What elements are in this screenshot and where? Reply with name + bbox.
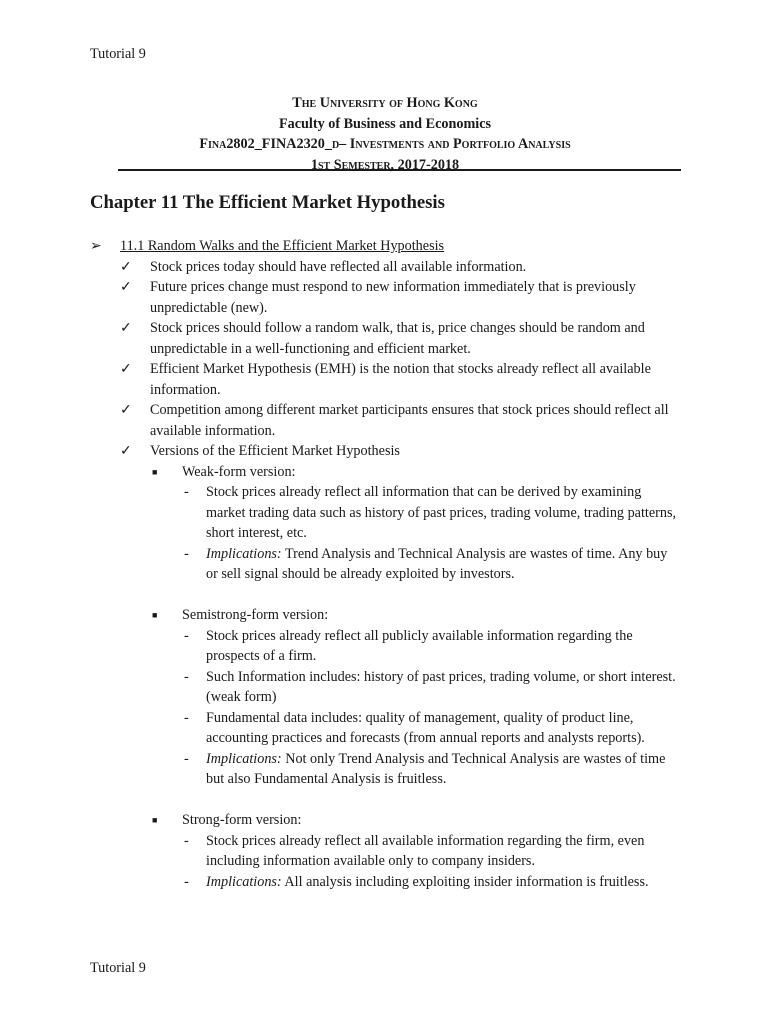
- implications-label: Implications:: [206, 545, 282, 562]
- semistrong-form-heading-row: [90, 605, 690, 626]
- implications-text: Not only Trend Analysis and Technical Analysis are wastes of time but also Fundamental Analysis is fruitless.: [206, 750, 666, 787]
- section-content: [90, 236, 690, 892]
- point-text: Versions of the Efficient Market Hypothesis: [150, 443, 400, 459]
- title-block: [90, 93, 680, 175]
- list-item: [90, 872, 690, 893]
- point-text: Efficient Market Hypothesis (EMH) is the notion that stocks already reflect all available information.: [150, 361, 651, 398]
- check-bullet-icon: ✓: [120, 361, 132, 377]
- point-text: Future prices change must respond to new information immediately that is previously unpredictable (new).: [150, 279, 636, 316]
- dash-bullet: -: [184, 709, 189, 726]
- check-bullet-icon: ✓: [120, 402, 132, 418]
- check-bullet-icon: ✓: [120, 258, 132, 275]
- check-bullet-icon: ✓: [120, 443, 132, 459]
- weak-form-title: Weak-form version:: [182, 463, 296, 480]
- dash-bullet: -: [184, 832, 189, 849]
- list-item: [90, 277, 690, 318]
- dash-bullet: -: [184, 668, 189, 685]
- check-bullet-icon: ✓: [120, 279, 132, 295]
- square-bullet-icon: ■: [152, 466, 158, 477]
- university-name: The University of Hong Kong: [292, 95, 478, 111]
- list-item: [90, 257, 690, 278]
- section-heading: 11.1 Random Walks and the Efficient Market Hypothesis: [120, 238, 445, 254]
- list-item: [90, 626, 690, 667]
- spacer: [90, 585, 690, 606]
- course-title: Fina2802_FINA2320_d– Investments and Portfolio Analysis: [199, 136, 571, 152]
- semistrong-form-item: Stock prices already reflect all publicly available information regarding the prospects of a firm.: [206, 627, 633, 664]
- dash-bullet: -: [184, 873, 189, 890]
- semistrong-form-implications: [206, 749, 680, 790]
- dash-bullet: -: [184, 627, 189, 644]
- list-item: [90, 749, 690, 790]
- list-item: [90, 708, 690, 749]
- implications-text: All analysis including exploiting insider information is fruitless.: [281, 873, 649, 890]
- faculty-name: Faculty of Business and Economics: [278, 115, 492, 132]
- list-item: [90, 831, 690, 872]
- arrow-bullet-icon: ➢: [90, 238, 102, 254]
- section-heading-row: [90, 236, 690, 257]
- implications-text: Trend Analysis and Technical Analysis are wastes of time. Any buy or sell signal should be already exploited by investors.: [206, 545, 668, 582]
- dash-bullet: -: [184, 750, 189, 767]
- list-item: [90, 482, 690, 544]
- check-bullet-icon: ✓: [120, 320, 132, 336]
- strong-form-title: Strong-form version:: [182, 812, 302, 828]
- list-item: [90, 400, 690, 441]
- point-text: Stock prices today should have reflected all available information.: [150, 258, 527, 275]
- list-item: [90, 667, 690, 708]
- page-footer: Tutorial 9: [90, 960, 146, 976]
- weak-form-implications: [206, 544, 680, 585]
- weak-form-heading-row: [90, 462, 690, 483]
- point-text: Stock prices should follow a random walk, that is, price changes should be random and unpredictable in a well-functioning and efficient market.: [150, 320, 645, 357]
- dash-bullet: -: [184, 484, 189, 500]
- semistrong-form-item: Fundamental data includes: quality of management, quality of product line, accounting practices and forecasts (from annual reports and analysts reports).: [206, 709, 645, 746]
- chapter-title: Chapter 11 The Efficient Market Hypothesis: [90, 192, 445, 213]
- list-item: [90, 359, 690, 400]
- semistrong-form-title: Semistrong-form version:: [182, 607, 329, 623]
- semester: 1st Semester, 2017-2018: [310, 156, 460, 173]
- list-item: [90, 544, 690, 585]
- implications-label: Implications:: [206, 873, 282, 890]
- weak-form-item: Stock prices already reflect all information that can be derived by examining market trading data such as history of past prices, trading volume, trading patterns, short interest, etc.: [206, 484, 677, 541]
- square-bullet-icon: ■: [152, 815, 158, 825]
- page-header: Tutorial 9: [90, 46, 146, 62]
- spacer: [90, 790, 690, 811]
- strong-form-item: Stock prices already reflect all available information regarding the firm, even including information available only to company insiders.: [206, 832, 645, 869]
- implications-label: Implications:: [206, 750, 282, 767]
- list-item: [90, 318, 690, 359]
- list-item: [90, 441, 690, 462]
- point-text: Competition among different market participants ensures that stock prices should reflect all available information.: [150, 402, 669, 439]
- strong-form-heading-row: [90, 810, 690, 831]
- strong-form-implications: [206, 872, 680, 893]
- title-divider: [118, 169, 681, 171]
- square-bullet-icon: ■: [152, 610, 158, 620]
- semistrong-form-item: Such Information includes: history of past prices, trading volume, or short interest. (weak form): [206, 668, 676, 705]
- dash-bullet: -: [184, 545, 189, 562]
